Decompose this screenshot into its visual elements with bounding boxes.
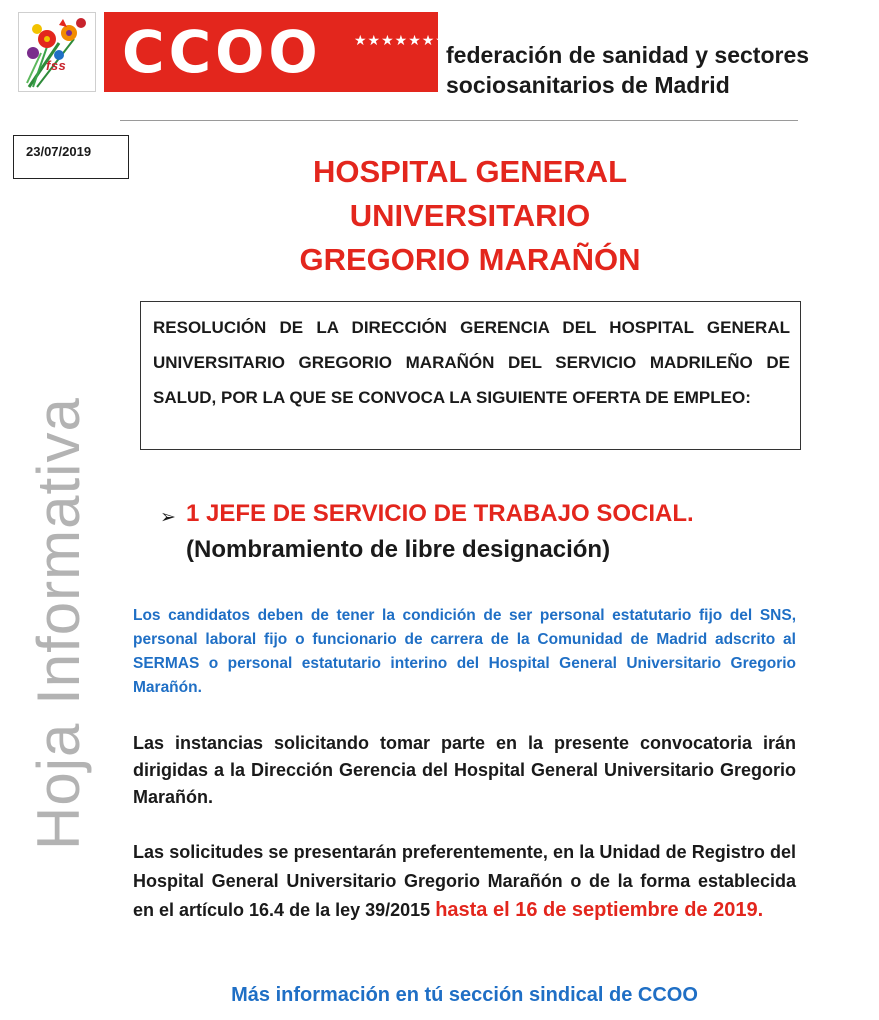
federation-name [446, 40, 809, 100]
instancias-paragraph: Las instancias solicitando tomar parte en la presente convocatoria irán dirigidas a la Dirección Gerencia del Hospital General Universitario Gregorio Marañón. [133, 733, 796, 807]
fss-label: fss [46, 58, 67, 73]
federation-line-1: federación de sanidad y sectores [446, 42, 810, 68]
more-info: Más información en tú sección sindical de CCOO [231, 984, 698, 1006]
deadline-text: hasta el 16 de septiembre de 2019. [435, 899, 764, 921]
solicitudes-paragraph [133, 838, 796, 925]
ccoo-wordmark: CCOO [122, 18, 322, 86]
job-title: 1 JEFE DE SERVICIO DE TRABAJO SOCIAL. [186, 500, 694, 527]
hospital-title-line-2: UNIVERSITARIO [349, 198, 591, 233]
madrid-stars-icon: ★★★★★★★ [354, 32, 449, 48]
arrow-bullet-icon: ➢ [160, 507, 176, 528]
hospital-title-line-3: GREGORIO MARAÑÓN [299, 242, 641, 277]
date-box: 23/07/2019 [13, 135, 129, 179]
federation-line-2: sociosanitarios de Madrid [446, 72, 730, 98]
requirements-paragraph: Los candidatos deben de tener la condición de ser personal estatutario fijo del SNS, personal laboral fijo o funcionario de carrera de la Comunidad de Madrid adscrito al SERMAS o personal estatutario interino del Hospital General Universitario Gregorio Marañón. [133, 607, 796, 696]
fss-logo [18, 12, 96, 92]
hospital-title-line-1: HOSPITAL GENERAL [312, 154, 628, 189]
flower-bouquet-icon [19, 13, 95, 91]
side-label: Hoja Informativa [25, 397, 92, 850]
header-divider [120, 120, 798, 121]
job-subtitle: (Nombramiento de libre designación) [186, 536, 611, 563]
hospital-title [170, 150, 770, 282]
ccoo-logo [104, 12, 449, 92]
solicitudes-text: Las solicitudes se presentarán preferentemente, en la Unidad de Registro del Hospital General Universitario Gregorio Marañón o de la forma establecida en el artículo 16.4 de la ley 39/2015 [133, 842, 796, 920]
resolution-box: RESOLUCIÓN DE LA DIRECCIÓN GERENCIA DEL HOSPITAL GENERAL UNIVERSITARIO GREGORIO MARAÑÓN DEL SERVICIO MADRILEÑO DE SALUD, POR LA QUE SE CONVOCA LA SIGUIENTE OFERTA DE EMPLEO: [140, 301, 801, 450]
